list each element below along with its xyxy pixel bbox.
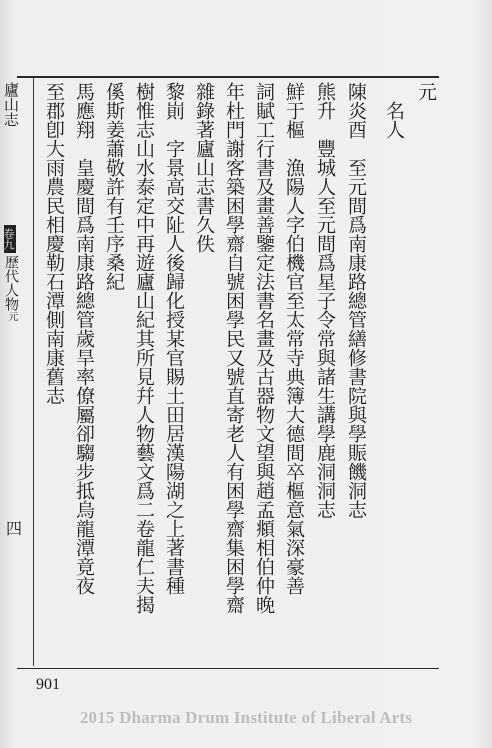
text-column-4: 熊升 豐城人至元間爲星子令常與諸生講學鹿洞洞志 bbox=[314, 82, 336, 519]
text-column-10: 樹惟志山水泰定中再遊廬山紀其所見幷人物藝文爲二卷龍仁夫揭 bbox=[133, 82, 155, 614]
text-column-5: 鮮于樞 漁陽人字伯機官至太常寺典簿大德間卒樞意氣深豪善 bbox=[283, 82, 305, 595]
text-column-13: 至郡卽大雨農民相慶勒石潭側南康舊志 bbox=[43, 82, 65, 405]
text-column-12: 馬應翔 皇慶間爲南康路總管歲旱率僚屬卻騶步抵烏龍潭竟夜 bbox=[73, 82, 95, 595]
text-column-6: 詞賦工行書及畫善鑒定法書名畫及古器物文望與趙孟頫相伯仲晚 bbox=[253, 82, 275, 614]
margin-folio: 四 bbox=[5, 519, 22, 538]
text-column-7: 年杜門謝客築困學齋自號困學民又號直寄老人有困學齋集困學齋 bbox=[223, 82, 245, 614]
text-column-3: 陳炎酉 至元間爲南康路總管繕修書院與學賑饑洞志 bbox=[345, 82, 367, 519]
text-column-2: 名人 bbox=[383, 82, 405, 139]
text-column-8: 雜錄著廬山志書久佚 bbox=[193, 82, 215, 253]
margin-dynasty-note: 元 bbox=[6, 311, 17, 321]
margin-section-label: 歷代人物 bbox=[3, 255, 19, 311]
column-rule bbox=[33, 78, 34, 666]
margin-volume: 卷九 bbox=[4, 225, 16, 253]
page-number: 901 bbox=[36, 676, 60, 693]
text-column-11: 傒斯姜蕭敬許有壬序桑紀 bbox=[103, 82, 125, 291]
watermark: 2015 Dharma Drum Institute of Liberal Arts bbox=[79, 708, 413, 727]
margin-section bbox=[2, 255, 20, 321]
margin-book-title: 廬山志 bbox=[2, 82, 20, 127]
text-column-9: 黎崱 字景高交阯人後歸化授某官賜土田居漢陽湖之上著書種 bbox=[163, 82, 185, 595]
text-column-1: 元 bbox=[415, 82, 437, 101]
